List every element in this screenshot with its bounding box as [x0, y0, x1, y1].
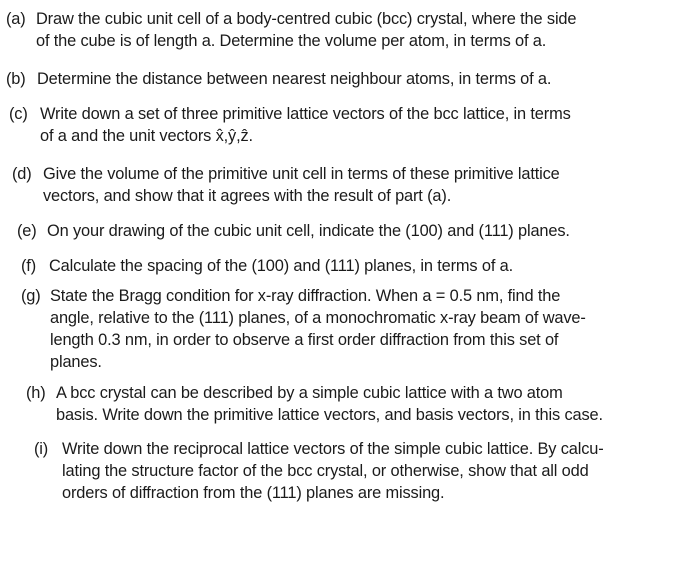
question-text-line: orders of diffraction from the (111) planes are missing.	[62, 484, 445, 502]
question-f	[21, 255, 690, 277]
question-i	[34, 438, 688, 504]
question-c	[9, 103, 692, 147]
question-label: (b)	[6, 70, 26, 88]
question-text-line: length 0.3 nm, in order to observe a first order diffraction from this set of	[50, 331, 559, 349]
question-text-line: Draw the cubic unit cell of a body-centred cubic (bcc) crystal, where the side	[36, 10, 577, 28]
question-text-line: vectors, and show that it agrees with the result of part (a).	[43, 187, 452, 205]
question-label: (d)	[12, 165, 32, 183]
question-text-line: Write down the reciprocal lattice vectors of the simple cubic lattice. By calcu-	[62, 440, 604, 458]
question-text-line: Calculate the spacing of the (100) and (111) planes, in terms of a.	[49, 257, 514, 275]
question-text-line: Give the volume of the primitive unit cell in terms of these primitive lattice	[43, 165, 560, 183]
question-d	[12, 163, 690, 207]
question-text-line: angle, relative to the (111) planes, of a monochromatic x-ray beam of wave-	[50, 309, 586, 327]
question-text-line: lating the structure factor of the bcc crystal, or otherwise, show that all odd	[62, 462, 589, 480]
question-label: (i)	[34, 440, 49, 458]
question-text-line: State the Bragg condition for x-ray diffraction. When a = 0.5 nm, find the	[50, 287, 561, 305]
question-text-line: of a and the unit vectors x̂,ŷ,ẑ.	[40, 127, 253, 145]
question-text-line: Write down a set of three primitive lattice vectors of the bcc lattice, in terms	[40, 105, 571, 123]
question-e	[17, 220, 690, 242]
question-h	[26, 382, 690, 426]
question-label: (f)	[21, 257, 37, 275]
question-text-line: planes.	[50, 353, 102, 371]
question-g	[21, 285, 686, 373]
question-b	[6, 68, 692, 90]
question-label: (c)	[9, 105, 28, 123]
question-label: (e)	[17, 222, 37, 240]
question-label: (a)	[6, 10, 26, 28]
question-label: (h)	[26, 384, 46, 402]
question-a	[6, 8, 692, 52]
question-text-line: Determine the distance between nearest neighbour atoms, in terms of a.	[37, 70, 552, 88]
question-text-line: A bcc crystal can be described by a simple cubic lattice with a two atom	[56, 384, 563, 402]
question-text-line: basis. Write down the primitive lattice vectors, and basis vectors, in this case.	[56, 406, 603, 424]
question-label: (g)	[21, 287, 41, 305]
question-text-line: of the cube is of length a. Determine the volume per atom, in terms of a.	[36, 32, 547, 50]
question-text-line: On your drawing of the cubic unit cell, indicate the (100) and (111) planes.	[47, 222, 570, 240]
